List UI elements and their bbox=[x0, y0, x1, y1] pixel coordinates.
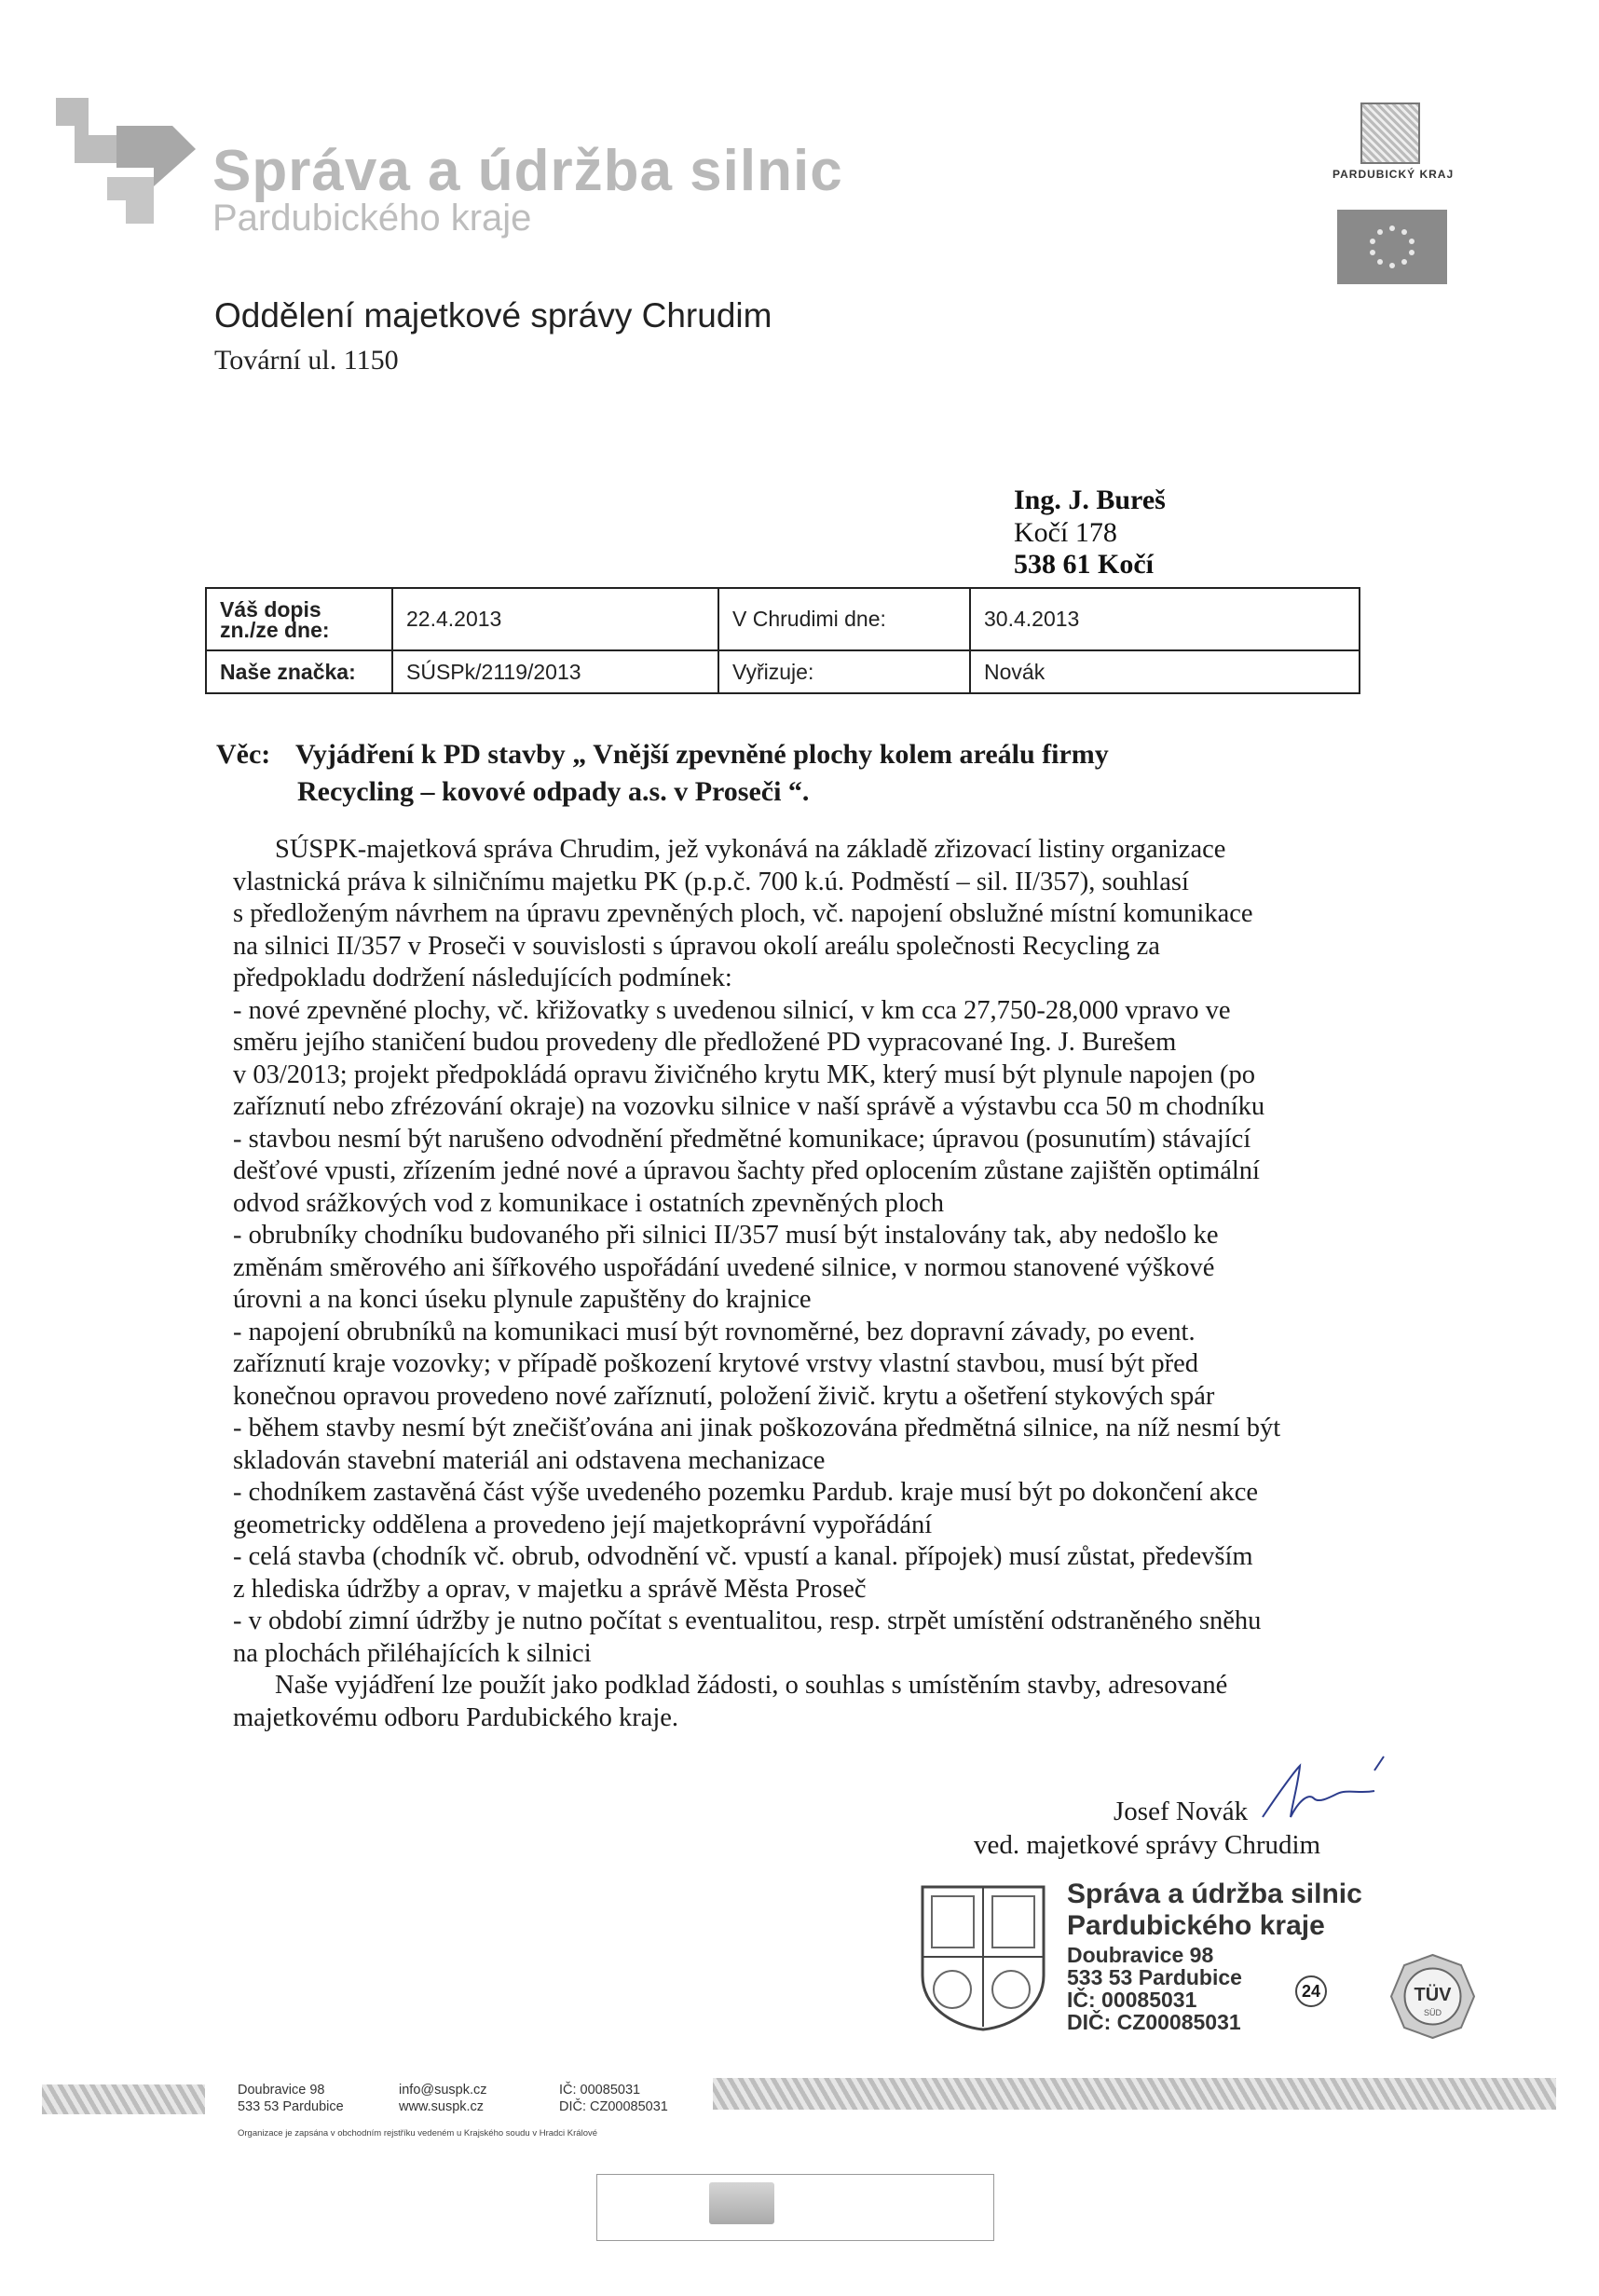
body-line: - obrubníky chodníku budovaného při silnici II/357 musí být instalovány tak, aby nedošlo ke bbox=[233, 1221, 1219, 1250]
department-name: Oddělení majetkové správy Chrudim bbox=[214, 296, 772, 335]
footer-ids bbox=[559, 2082, 668, 2115]
footer-ico: IČ: 00085031 bbox=[559, 2083, 641, 2098]
stamp-ico: IČ: 00085031 bbox=[1067, 1988, 1197, 2012]
body-line: - chodníkem zastavěná část výše uvedeného pozemku Pardub. kraje musí být po dokončení akce bbox=[233, 1478, 1259, 1507]
body-line: na plochách přiléhajících k silnici bbox=[233, 1638, 592, 1668]
body-line: předpokladu dodržení následujících podmínek: bbox=[233, 964, 732, 992]
body-line: dešťové vpusti, zřízením jedné nové a úpravou šachty před oplocením zůstane zajištěn optimální bbox=[233, 1156, 1260, 1185]
subject-line-1: Vyjádření k PD stavby „ Vnější zpevněné plochy kolem areálu firmy bbox=[295, 739, 1109, 770]
eu-flag-icon bbox=[1337, 210, 1447, 284]
place-date-value: 30.4.2013 bbox=[970, 588, 1360, 650]
body-line: na silnici II/357 v Proseči v souvislosti s úpravou okolí areálu společnosti Recycling za bbox=[233, 931, 1160, 961]
recipient-name: Ing. J. Bureš bbox=[1014, 485, 1166, 515]
organization-region: Pardubického kraje bbox=[212, 198, 532, 239]
body-line: z hlediska údržby a oprav, v majetku a správě Města Proseč bbox=[233, 1574, 867, 1604]
stamp-name-line-2: Pardubického kraje bbox=[1067, 1910, 1325, 1941]
footer-city: 533 53 Pardubice bbox=[238, 2099, 344, 2114]
body-line: majetkovému odboru Pardubického kraje. bbox=[233, 1702, 679, 1732]
body-line: zaříznutí kraje vozovky; v případě poškození krytové vrstvy vlastní stavbou, musí být před bbox=[233, 1349, 1199, 1378]
body-line: úrovni a na konci úseku plynule zapuštěny do krajnice bbox=[233, 1285, 812, 1314]
footer-email: info@suspk.cz bbox=[399, 2083, 487, 2098]
body-line: - nové zpevněné plochy, vč. křižovatky s uvedenou silnicí, v km cca 27,750-28,000 vpravo ve bbox=[233, 995, 1231, 1025]
body-line: - stavbou nesmí být narušeno odvodnění předmětné komunikace; úpravou (posunutím) stávající bbox=[233, 1124, 1251, 1154]
subject-line-2: Recycling – kovové odpady a.s. v Proseči “. bbox=[297, 776, 810, 807]
body-line: skladován stavební materiál ani odstavena mechanizace bbox=[233, 1445, 826, 1475]
body-line: s předloženým návrhem na úpravu zpevněných ploch, vč. napojení obslužné místní komunikace bbox=[233, 899, 1253, 928]
stamp-street: Doubravice 98 bbox=[1067, 1943, 1214, 1967]
body-line: odvod srážkových vod z komunikace i ostatních zpevněných ploch bbox=[233, 1188, 944, 1218]
your-letter-label: Váš dopis zn./ze dne: bbox=[206, 588, 392, 650]
body-line: změnám směrového ani šířkového uspořádání uvedené silnice, v normou stanovené výškové bbox=[233, 1252, 1215, 1282]
stamp-name-line-1: Správa a údržba silnic bbox=[1067, 1879, 1362, 1909]
body-line: v 03/2013; projekt předpokládá opravu živičného krytu MK, který musí být plynule napojen (po bbox=[233, 1059, 1256, 1089]
footer-dic: DIČ: CZ00085031 bbox=[559, 2099, 668, 2114]
footer-registry-note: Organizace je zapsána v obchodním rejstříku vedeném u Krajského soudu v Hradci Králové bbox=[238, 2128, 598, 2139]
footer-stripe-right bbox=[713, 2078, 1556, 2110]
handwritten-signature-icon bbox=[1244, 1752, 1393, 1826]
signatory-name: Josef Novák bbox=[1114, 1797, 1249, 1826]
department-address: Tovární ul. 1150 bbox=[214, 345, 399, 376]
letter-body bbox=[233, 834, 1370, 1734]
stamp-dic: DIČ: CZ00085031 bbox=[1067, 2010, 1241, 2034]
reference-table bbox=[205, 587, 1360, 694]
tuv-certification-icon bbox=[1388, 1952, 1477, 2041]
scanner-slip bbox=[596, 2174, 994, 2241]
our-ref-value: SÚSPk/2119/2013 bbox=[392, 650, 718, 693]
stamp-number: 24 bbox=[1295, 1975, 1327, 2007]
organization-name: Správa a údržba silnic bbox=[212, 139, 843, 203]
scan-mark-icon bbox=[709, 2182, 774, 2224]
body-line: geometricky oddělena a provedeno její majetkoprávní vypořádání bbox=[233, 1510, 933, 1539]
body-line: - celá stavba (chodník vč. obrub, odvodnění vč. vpustí a kanal. přípojek) musí zůstat, především bbox=[233, 1542, 1253, 1571]
tuv-sub-label: SÜD bbox=[1423, 2008, 1442, 2017]
body-line: konečnou opravou provedeno nové zaříznutí, položení živič. krytu a ošetření stykových spár bbox=[233, 1381, 1215, 1411]
body-line: - během stavby nesmí být znečišťována ani jinak poškozována předmětná silnice, na níž nesmí být bbox=[233, 1414, 1281, 1442]
recipient-city: 538 61 Kočí bbox=[1014, 549, 1154, 580]
signatory-title: ved. majetkové správy Chrudim bbox=[974, 1830, 1321, 1860]
body-line: vlastnická práva k silničnímu majetku PK (p.p.č. 700 k.ú. Podměstí – sil. II/357), souhlasí bbox=[233, 867, 1189, 896]
body-line: - v období zimní údržby je nutno počítat s eventualitou, resp. strpět umístění odstraněného sněhu bbox=[233, 1606, 1262, 1635]
stamp-city: 533 53 Pardubice bbox=[1067, 1965, 1242, 1989]
footer-stripe-left bbox=[42, 2084, 205, 2114]
stamp-organization bbox=[1067, 1879, 1362, 1942]
footer-address bbox=[238, 2082, 344, 2115]
footer-contact bbox=[399, 2082, 487, 2115]
body-line: SÚSPK-majetková správa Chrudim, jež vykonává na základě zřizovací listiny organizace bbox=[275, 835, 1226, 864]
body-line: Naše vyjádření lze použít jako podklad žádosti, o souhlas s umístěním stavby, adresované bbox=[275, 1671, 1228, 1700]
your-letter-value: 22.4.2013 bbox=[392, 588, 718, 650]
footer-street: Doubravice 98 bbox=[238, 2083, 325, 2098]
our-ref-label: Naše značka: bbox=[206, 650, 392, 693]
body-line: zaříznutí nebo zfrézování okraje) na vozovku silnice v naší správě a výstavbu cca 50 m chodníku bbox=[233, 1092, 1265, 1121]
pardubice-region-crest-icon bbox=[1360, 102, 1420, 164]
region-label: PARDUBICKÝ KRAJ bbox=[1332, 168, 1455, 181]
handled-by-label: Vyřizuje: bbox=[718, 650, 970, 693]
stamp-address bbox=[1067, 1944, 1242, 2033]
recipient-street: Kočí 178 bbox=[1014, 517, 1117, 548]
official-stamp-crest-icon bbox=[918, 1882, 1048, 2031]
handled-by-value: Novák bbox=[970, 650, 1360, 693]
organization-logo-icon bbox=[51, 98, 200, 224]
tuv-label: TÜV bbox=[1414, 1985, 1452, 2005]
place-date-label: V Chrudimi dne: bbox=[718, 588, 970, 650]
footer-web: www.suspk.cz bbox=[399, 2099, 485, 2114]
subject bbox=[216, 736, 1109, 811]
body-line: směru jejího staničení budou provedeny dle předložené PD vypracované Ing. J. Burešem bbox=[233, 1028, 1177, 1057]
body-line: - napojení obrubníků na komunikaci musí být rovnoměrné, bez dopravní závady, po event. bbox=[233, 1317, 1196, 1346]
subject-prefix: Věc: bbox=[216, 739, 271, 770]
